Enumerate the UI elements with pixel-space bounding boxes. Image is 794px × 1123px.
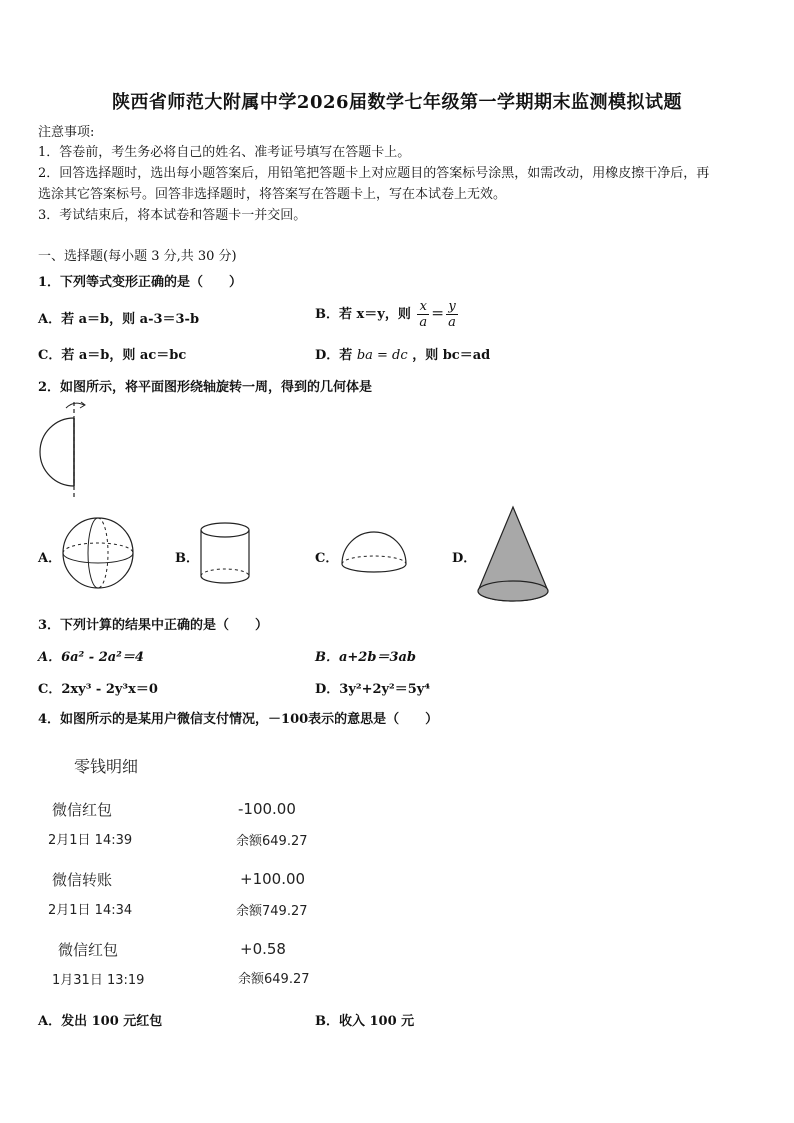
q1-option-d-prefix: D．若: [315, 348, 353, 363]
q2-option-d: D．: [452, 551, 477, 566]
rotation-figure: [30, 400, 90, 502]
cylinder-icon: [198, 520, 256, 588]
q3-option-a: A．6a² - 2a²＝4: [38, 650, 144, 665]
record-2-balance: 余额749.27: [236, 904, 308, 919]
q4-option-b: B．收入 100 元: [315, 1014, 415, 1029]
q1-option-d-expr: ba = dc: [356, 348, 408, 363]
fraction-numerator: y: [446, 299, 458, 315]
q2-option-b: B．: [175, 551, 199, 566]
q3-stem: 3．下列计算的结果中正确的是（ ）: [38, 618, 269, 633]
q4-stem: 4．如图所示的是某用户微信支付情况，－100表示的意思是（ ）: [38, 712, 439, 727]
hemisphere-icon: [338, 530, 410, 578]
q2-option-a: A．: [38, 551, 62, 566]
q2-option-c: C．: [315, 551, 339, 566]
q2-stem: 2．如图所示，将平面图形绕轴旋转一周，得到的几何体是: [38, 380, 373, 395]
fraction-denominator: a: [419, 315, 428, 330]
q4-option-a: A．发出 100 元红包: [38, 1014, 163, 1029]
fraction-denominator: a: [448, 315, 456, 330]
q1-option-d: [315, 344, 490, 363]
fraction-numerator: x: [417, 299, 429, 315]
notice-item-2-cont: 选涂其它答案标号。回答非选择题时，将答案写在答题卡上，写在本试卷上无效。: [38, 187, 507, 202]
wallet-title: 零钱明细: [74, 757, 139, 776]
exam-title: 陕西省师范大附属中学2026届数学七年级第一学期期末监测模拟试题: [111, 92, 683, 113]
notice-item-1: 1．答卷前，考生务必将自己的姓名、准考证号填写在答题卡上。: [38, 145, 411, 160]
q1-option-b-prefix: B．若 x＝y，则: [315, 307, 411, 322]
q3-option-b: B．a+2b＝3ab: [315, 650, 416, 665]
q1-option-a: A．若 a＝b，则 a-3＝3-b: [38, 312, 200, 327]
notice-item-3: 3．考试结束后，将本试卷和答题卡一并交回。: [38, 208, 307, 223]
q3-option-c: C．2xy³ - 2y³x＝0: [38, 682, 158, 697]
q1-option-c: C．若 a＝b，则 ac＝bc: [38, 348, 187, 363]
record-1-name: 微信红包: [52, 801, 113, 819]
notice-item-2: 2．回答选择题时，选出每小题答案后，用铅笔把答题卡上对应题目的答案标号涂黑，如需改动，用橡皮擦干净后，再: [38, 166, 710, 181]
sphere-icon: [60, 515, 138, 593]
record-3-balance: 余额649.27: [238, 972, 310, 987]
record-3-time: 1月31日 13:19: [52, 973, 145, 988]
semicircle-arc: [40, 418, 74, 486]
section-heading: 一、选择题(每小题 3 分,共 30 分): [38, 249, 237, 264]
q1-stem: 1．下列等式变形正确的是（ ）: [38, 275, 243, 290]
fraction-y-over-a: [446, 299, 458, 330]
equals-sign: ＝: [431, 307, 445, 322]
q1-option-b: [315, 299, 460, 330]
record-3-name: 微信红包: [58, 941, 119, 959]
q3-option-d: D．3y²+2y²＝5y⁴: [315, 682, 431, 697]
arrow-head-icon: [80, 402, 85, 408]
cone-icon: [475, 505, 555, 605]
record-1-time: 2月1日 14:39: [48, 833, 133, 848]
record-1-amount: -100.00: [238, 800, 296, 818]
q1-option-d-suffix: ，则 bc＝ad: [412, 348, 491, 363]
record-2-time: 2月1日 14:34: [48, 903, 133, 918]
fraction-x-over-a: [417, 299, 429, 330]
record-1-balance: 余额649.27: [236, 834, 308, 849]
record-2-name: 微信转账: [52, 871, 113, 889]
notice-heading: 注意事项:: [38, 125, 95, 140]
record-2-amount: +100.00: [240, 870, 306, 888]
record-3-amount: +0.58: [240, 940, 286, 958]
